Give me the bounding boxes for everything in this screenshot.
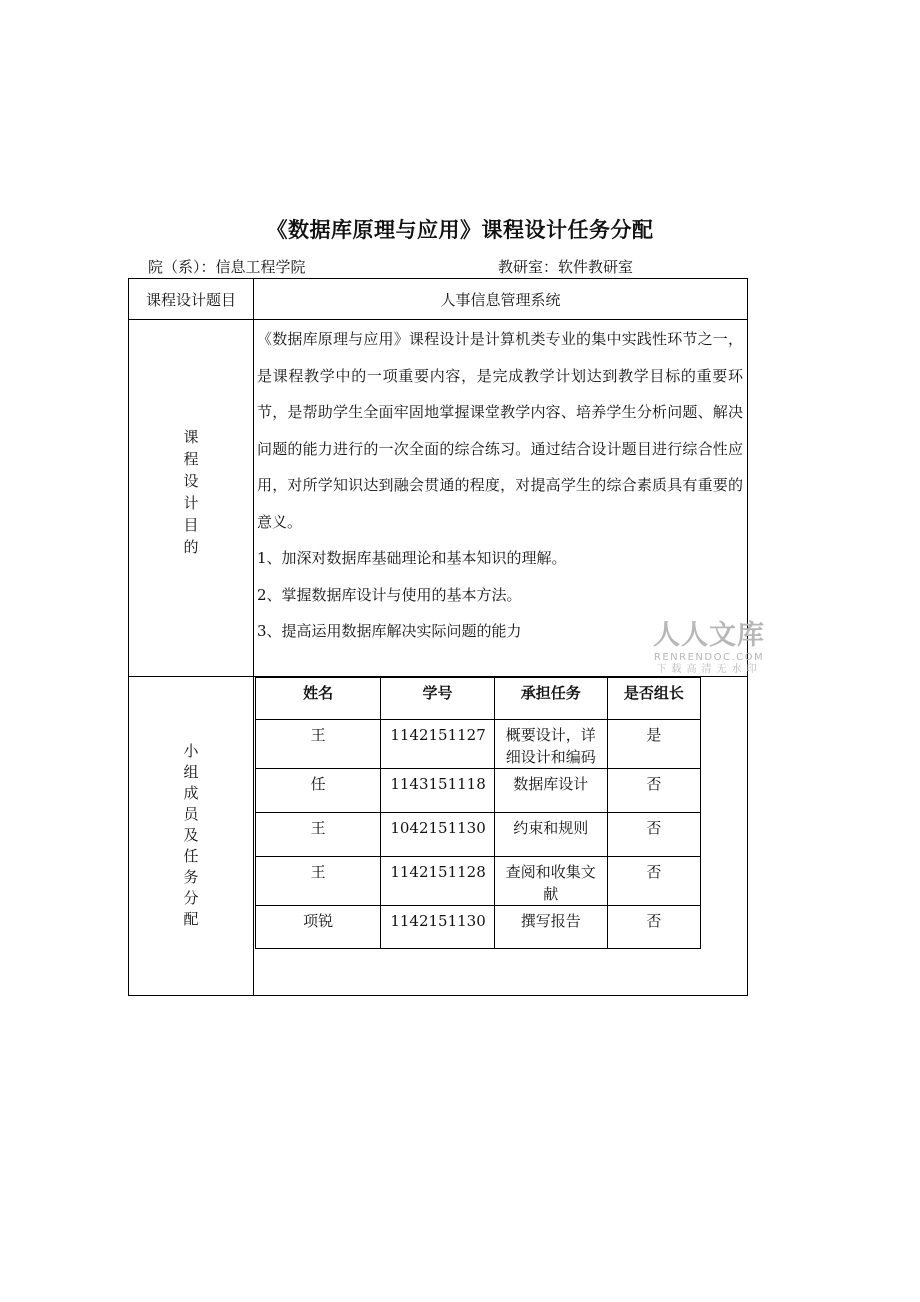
- member-name: 任: [256, 769, 381, 813]
- table-row: [256, 720, 701, 769]
- watermark-main: 人人文库: [653, 620, 765, 651]
- member-id: 1042151130: [381, 813, 494, 857]
- member-name: 王: [256, 857, 381, 906]
- document-title: 《数据库原理与应用》课程设计任务分配: [266, 218, 654, 242]
- member-name: 项锐: [256, 906, 381, 949]
- members-label-cell: [129, 743, 253, 932]
- watermark-logo: [644, 620, 774, 676]
- header-name: 姓名: [256, 678, 381, 720]
- member-leader: 否: [607, 857, 700, 906]
- topic-value: 人事信息管理系统: [440, 290, 561, 309]
- members-header-row: [256, 678, 701, 720]
- member-id: 1143151118: [381, 769, 494, 813]
- purpose-point: 2、掌握数据库设计与使用的基本方法。: [257, 585, 522, 604]
- purpose-content: [257, 321, 743, 650]
- member-id: 1142151127: [381, 720, 494, 769]
- member-leader: 否: [607, 813, 700, 857]
- row-divider: [129, 319, 747, 320]
- member-name: 王: [256, 813, 381, 857]
- watermark-sub: RENRENDOC.COM: [653, 652, 765, 663]
- purpose-paragraph: 《数据库原理与应用》课程设计是计算机类专业的集中实践性环节之一，是课程教学中的一项重要内容，是完成教学计划达到教学目标的重要环节，是帮助学生全面牢固地掌握课堂教学内容、培养学生分析问题、解决问题的能力进行的一次全面的综合练习。通过结合设计题目进行综合性应用，对所学知识达到融会贯通的程度，对提高学生的综合素质具有重要的意义。: [257, 330, 743, 531]
- member-task: 数据库设计: [494, 769, 607, 813]
- member-task: 概要设计，详细设计和编码: [494, 720, 607, 769]
- member-id: 1142151128: [381, 857, 494, 906]
- header-leader: 是否组长: [607, 678, 700, 720]
- header-student-id: 学号: [381, 678, 494, 720]
- member-task: 查阅和收集文献: [494, 857, 607, 906]
- topic-label: 课程设计题目: [145, 290, 236, 309]
- member-leader: 否: [607, 906, 700, 949]
- purpose-point: 3、提高运用数据库解决实际问题的能力: [257, 622, 522, 640]
- office-label: 教研室：软件教研室: [498, 258, 634, 276]
- members-table: [255, 677, 701, 949]
- table-row: [256, 857, 701, 906]
- member-task: 约束和规则: [494, 813, 607, 857]
- watermark-tag: 下载高清无水印: [656, 664, 762, 675]
- purpose-label: 课程设计目的: [181, 429, 200, 561]
- member-leader: 是: [607, 720, 700, 769]
- member-task: 撰写报告: [494, 906, 607, 949]
- members-label: 小组成员及任务分配: [181, 743, 200, 932]
- table-row: [256, 906, 701, 949]
- column-divider: [253, 279, 254, 995]
- table-row: [256, 813, 701, 857]
- member-leader: 否: [607, 769, 700, 813]
- department-label: 院（系）：信息工程学院: [148, 258, 306, 276]
- header-task: 承担任务: [494, 678, 607, 720]
- member-name: 王: [256, 720, 381, 769]
- purpose-point: 1、加深对数据库基础理论和基本知识的理解。: [257, 549, 567, 567]
- member-id: 1142151130: [381, 906, 494, 949]
- table-row: [256, 769, 701, 813]
- purpose-label-cell: [129, 429, 253, 561]
